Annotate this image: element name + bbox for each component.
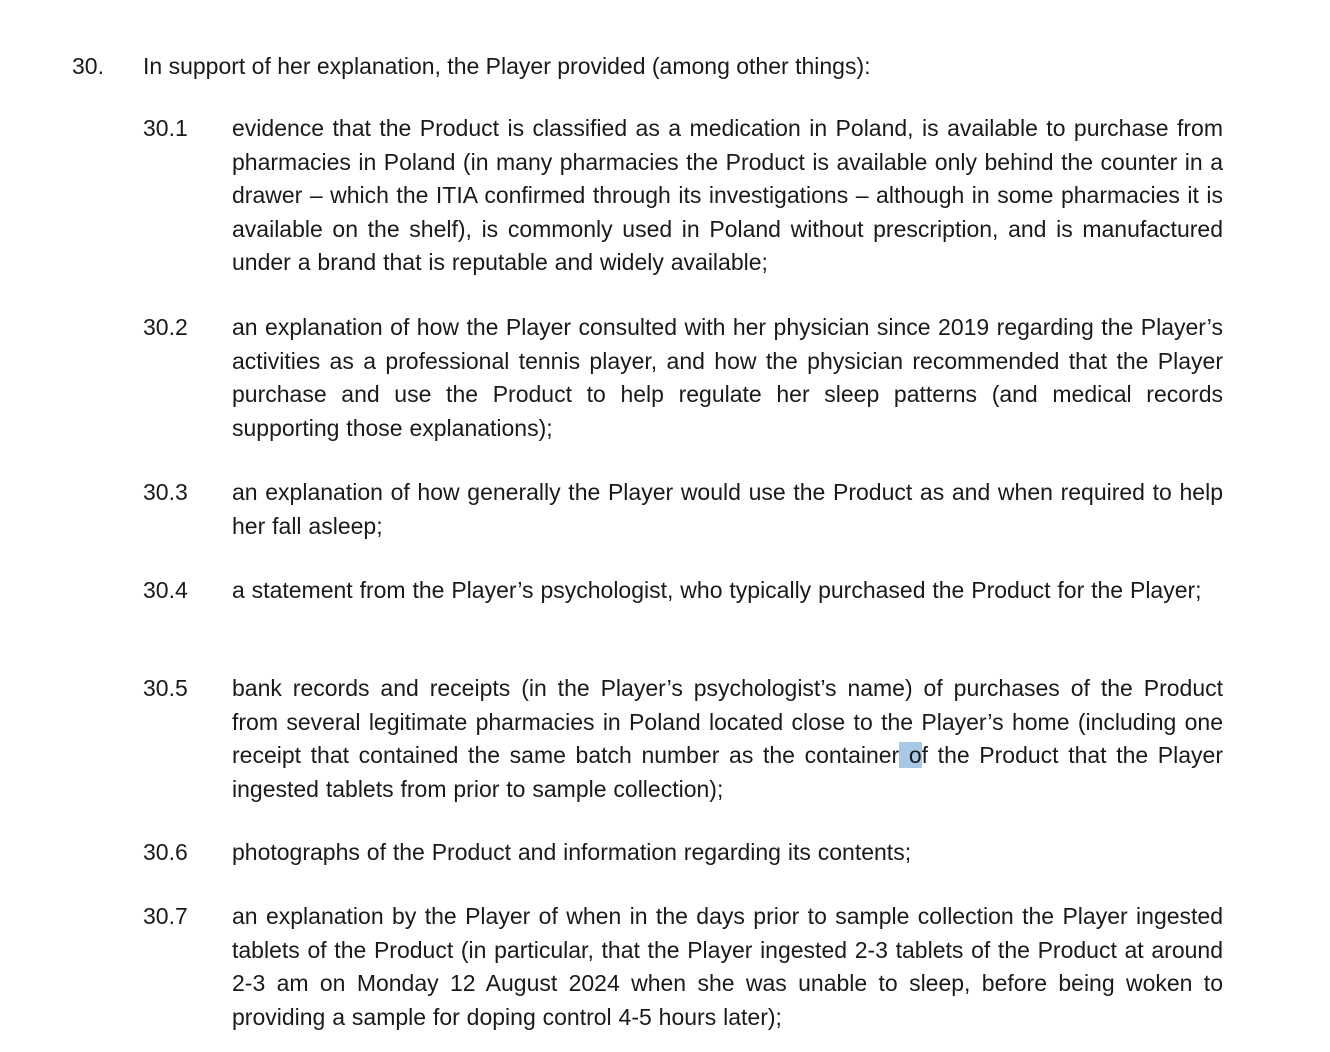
paragraph-intro: In support of her explanation, the Player provided (among other things): bbox=[143, 53, 871, 79]
text-selection-highlight: o bbox=[899, 742, 922, 769]
subparagraph-number: 30.4 bbox=[143, 577, 188, 603]
subparagraph-text-part: f the Product that the Player ingested tablets from prior to sample collection); bbox=[232, 742, 1223, 802]
subparagraph-number: 30.2 bbox=[143, 314, 188, 340]
subparagraph-text: a statement from the Player’s psychologist, who typically purchased the Product for the Player; bbox=[232, 577, 1202, 603]
subparagraph-text: an explanation by the Player of when in the days prior to sample collection the Player ingested tablets of the Product (in particular, that the Player ingested 2-3 tablets of the Product at around 2-3 am on Monday 12 August 2024 when she was unable to sleep, before being woken to providing a sample for doping control 4-5 hours later); bbox=[232, 903, 1223, 1030]
subparagraph-text: evidence that the Product is classified as a medication in Poland, is available to purchase from pharmacies in Poland (in many pharmacies the Product is available only behind the counter in a drawer – which the ITIA confirmed through its investigations – although in some pharmacies it is available on the shelf), is commonly used in Poland without prescription, and is manufactured under a brand that is reputable and widely available; bbox=[232, 115, 1223, 276]
subparagraph-30-2 bbox=[143, 311, 1223, 445]
subparagraph-number: 30.3 bbox=[143, 479, 188, 505]
subparagraph-30-5 bbox=[143, 672, 1223, 806]
subparagraph-text: an explanation of how the Player consulted with her physician since 2019 regarding the Player’s activities as a professional tennis player, and how the physician recommended that the Player purchase and use the Product to help regulate her sleep patterns (and medical records supporting those explanations); bbox=[232, 314, 1223, 441]
subparagraph-30-3 bbox=[143, 476, 1223, 543]
subparagraph-number: 30.1 bbox=[143, 115, 188, 141]
subparagraph-30-7 bbox=[143, 900, 1223, 1034]
subparagraph-30-1 bbox=[143, 112, 1223, 280]
subparagraph-text: an explanation of how generally the Player would use the Product as and when required to help her fall asleep; bbox=[232, 479, 1223, 539]
subparagraph-30-4 bbox=[143, 574, 1223, 608]
subparagraph-30-6 bbox=[143, 836, 1223, 870]
subparagraph-text-part: bank records and receipts (in the Player’s psychologist’s name) of purchases of the Product from several legitimate pharmacies in Poland located close to the Player’s home (including one receipt that contained the same batch number as the container bbox=[232, 675, 1223, 769]
subparagraph-number: 30.5 bbox=[143, 675, 188, 701]
subparagraph-text bbox=[232, 672, 1223, 806]
subparagraph-number: 30.6 bbox=[143, 839, 188, 865]
subparagraph-text: photographs of the Product and information regarding its contents; bbox=[232, 839, 912, 865]
subparagraph-number: 30.7 bbox=[143, 903, 188, 929]
paragraph-number: 30. bbox=[72, 53, 104, 79]
